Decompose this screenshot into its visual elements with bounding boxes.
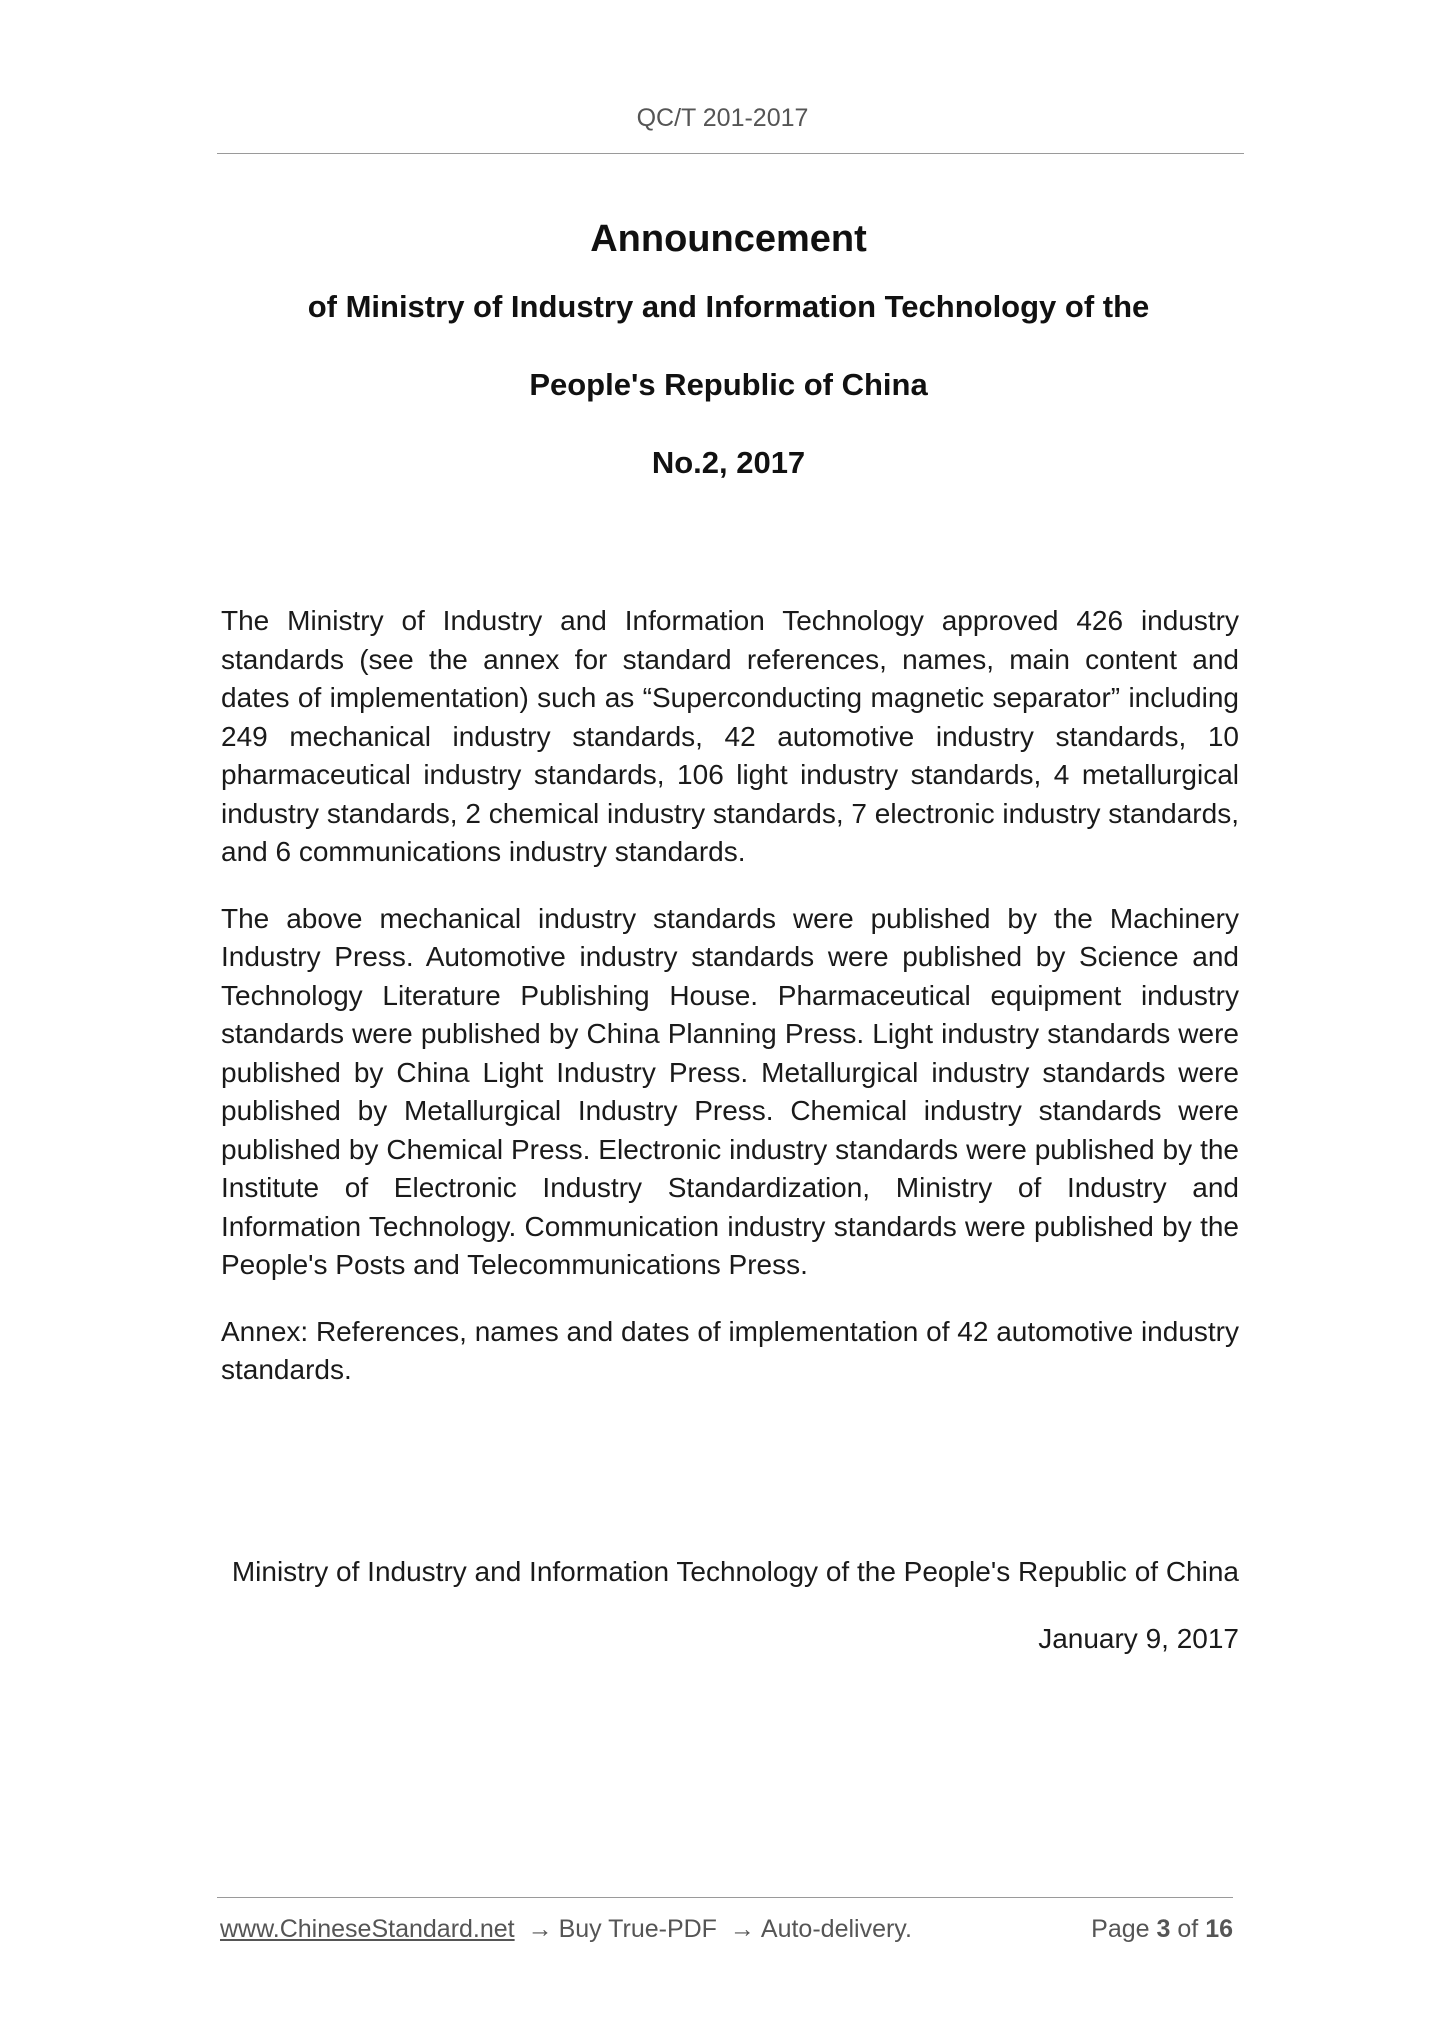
page-total: 16 <box>1205 1915 1233 1943</box>
body-paragraph-publishers: The above mechanical industry standards were published by the Machinery Industry Press. Automotive industry standards were published by Science and Technology Literature Publishing House. Pharmaceutical equipment industry standards were published by China Planning Press. Light industry standards were published by China Light Industry Press. Metallurgical industry standards were published by Metallurgical Industry Press. Chemical industry standards were published by Chemical Press. Electronic industry standards were published by the Institute of Electronic Industry Standardization, Ministry of Industry and Information Technology. Communication industry standards were published by the People's Posts and Telecommunications Press. <box>221 902 1239 1280</box>
footer-divider <box>217 1897 1233 1898</box>
issuer-name: Ministry of Industry and Information Technology of the People's Republic of China <box>231 1556 1239 1587</box>
announcement-number: No.2, 2017 <box>651 445 806 480</box>
header-divider <box>217 153 1244 154</box>
arrow-right-icon: → <box>527 1915 553 1943</box>
issue-date: January 9, 2017 <box>1038 1622 1239 1654</box>
page-label: Page <box>1091 1915 1150 1943</box>
page-indicator <box>1091 1915 1233 1944</box>
buy-true-pdf-text: Buy True-PDF <box>558 1915 717 1943</box>
announcement-body <box>221 602 1239 1418</box>
page-of-label: of <box>1177 1915 1199 1943</box>
footer-promo <box>220 1915 912 1944</box>
arrow-right-icon: → <box>729 1915 755 1943</box>
page-header-standard-code: QC/T 201-2017 <box>636 104 809 132</box>
body-paragraph-approval: The Ministry of Industry and Information Technology approved 426 industry standards (see the annex for standard references, names, main content and dates of implementation) such as “Superconducting magnetic separator” including 249 mechanical industry standards, 42 automotive industry standards, 10 pharmaceutical industry standards, 106 light industry standards, 4 metallurgical industry standards, 2 chemical industry standards, 7 electronic industry standards, and 6 communications industry standards. <box>221 605 1239 867</box>
body-paragraph-annex: Annex: References, names and dates of implementation of 42 automotive industry standards. <box>221 1315 1239 1385</box>
website-link[interactable]: www.ChineseStandard.net <box>220 1915 515 1943</box>
page-footer <box>220 1915 1233 1944</box>
auto-delivery-text: Auto-delivery. <box>760 1915 912 1943</box>
page-current: 3 <box>1156 1915 1171 1943</box>
announcement-subtitle-line-2: People's Republic of China <box>529 367 928 402</box>
announcement-subtitle-line-1: of Ministry of Industry and Information Technology of the <box>307 289 1150 324</box>
title-block <box>200 210 1257 502</box>
signature-block <box>221 1553 1239 1658</box>
announcement-title: Announcement <box>590 218 867 260</box>
